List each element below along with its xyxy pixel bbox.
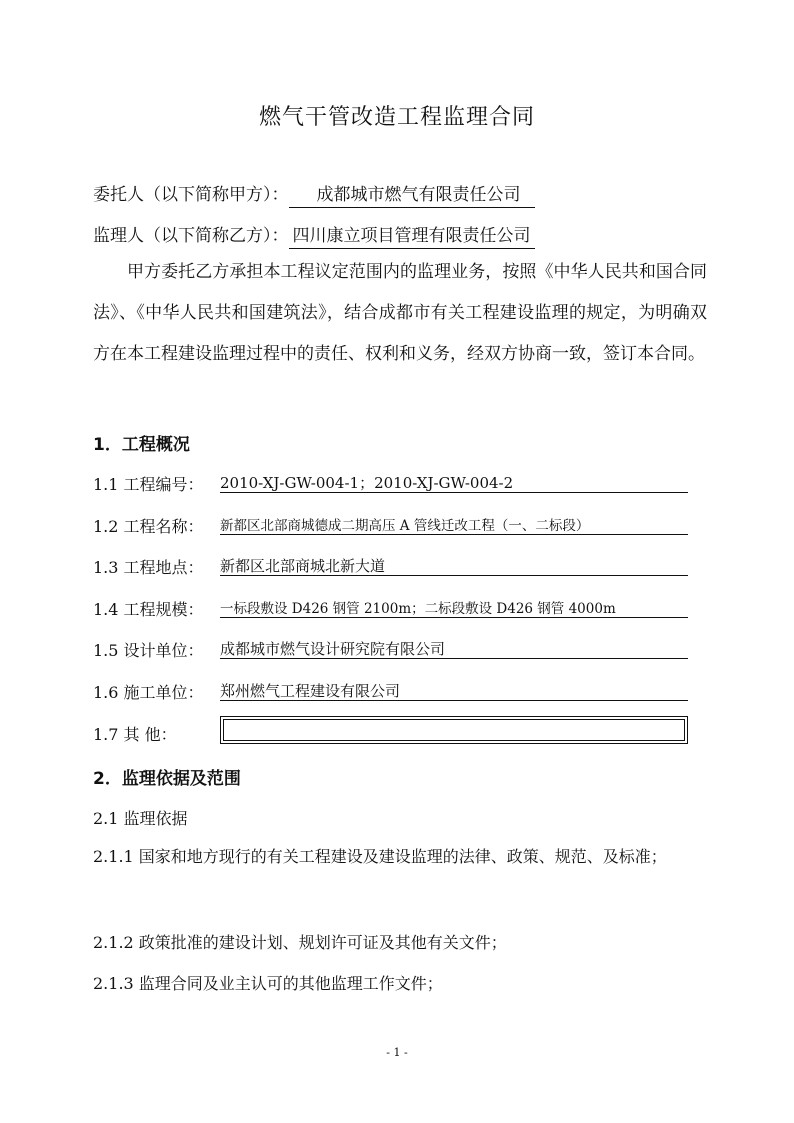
supervisor-line — [93, 221, 535, 249]
client-name: 成都城市燃气有限责任公司 — [289, 186, 535, 208]
overview-key: 1.1 工程编号： — [93, 475, 204, 494]
overview-value: 一标段敷设 D426 钢管 2100m；二标段敷设 D426 钢管 4000m — [220, 597, 688, 618]
supervisor-label: 监理人（以下简称乙方）： — [93, 226, 289, 246]
clause-2-1-1: 2.1.1 国家和地方现行的有关工程建设及建设监理的法律、政策、规范、及标准； — [93, 847, 667, 866]
other-field-box — [220, 716, 688, 744]
overview-value: 新都区北部商城北新大道 — [220, 555, 688, 576]
overview-key: 1.4 工程规模： — [93, 600, 204, 619]
overview-key: 1.6 施工单位： — [93, 683, 204, 702]
clause-2-1-2: 2.1.2 政策批准的建设计划、规划许可证及其他有关文件； — [93, 933, 507, 952]
overview-key: 1.2 工程名称： — [93, 517, 204, 536]
overview-value: 郑州燃气工程建设有限公司 — [220, 680, 688, 701]
client-label: 委托人（以下简称甲方）： — [93, 185, 289, 205]
overview-value: 成都城市燃气设计研究院有限公司 — [220, 638, 688, 659]
section-2-heading: 2．监理依据及范围 — [93, 769, 241, 789]
overview-key: 1.7 其 他： — [93, 725, 177, 744]
overview-key: 1.5 设计单位： — [93, 641, 204, 660]
clause-2-1: 2.1 监理依据 — [93, 809, 188, 828]
overview-value: 2010-XJ-GW-004-1；2010-XJ-GW-004-2 — [220, 472, 688, 493]
clause-2-1-3: 2.1.3 监理合同及业主认可的其他监理工作文件； — [93, 974, 443, 993]
overview-value: 新都区北部商城德成二期高压 A 管线迁改工程（一、二标段） — [220, 514, 688, 535]
client-line — [93, 180, 535, 208]
page-number: - 1 - — [386, 1046, 408, 1059]
intro-paragraph: 甲方委托乙方承担本工程议定范围内的监理业务，按照《中华人民共和国合同法》、《中华人民共和国建筑法》，结合成都市有关工程建设监理的规定，为明确双方在本工程建设监理过程中的责任、权利和义务，经双方协商一致，签订本合同。 — [93, 262, 707, 364]
overview-key: 1.3 工程地点： — [93, 558, 204, 577]
supervisor-name: 四川康立项目管理有限责任公司 — [289, 227, 535, 249]
document-title: 燃气干管改造工程监理合同 — [258, 105, 535, 130]
section-1-heading: 1．工程概况 — [93, 435, 190, 455]
